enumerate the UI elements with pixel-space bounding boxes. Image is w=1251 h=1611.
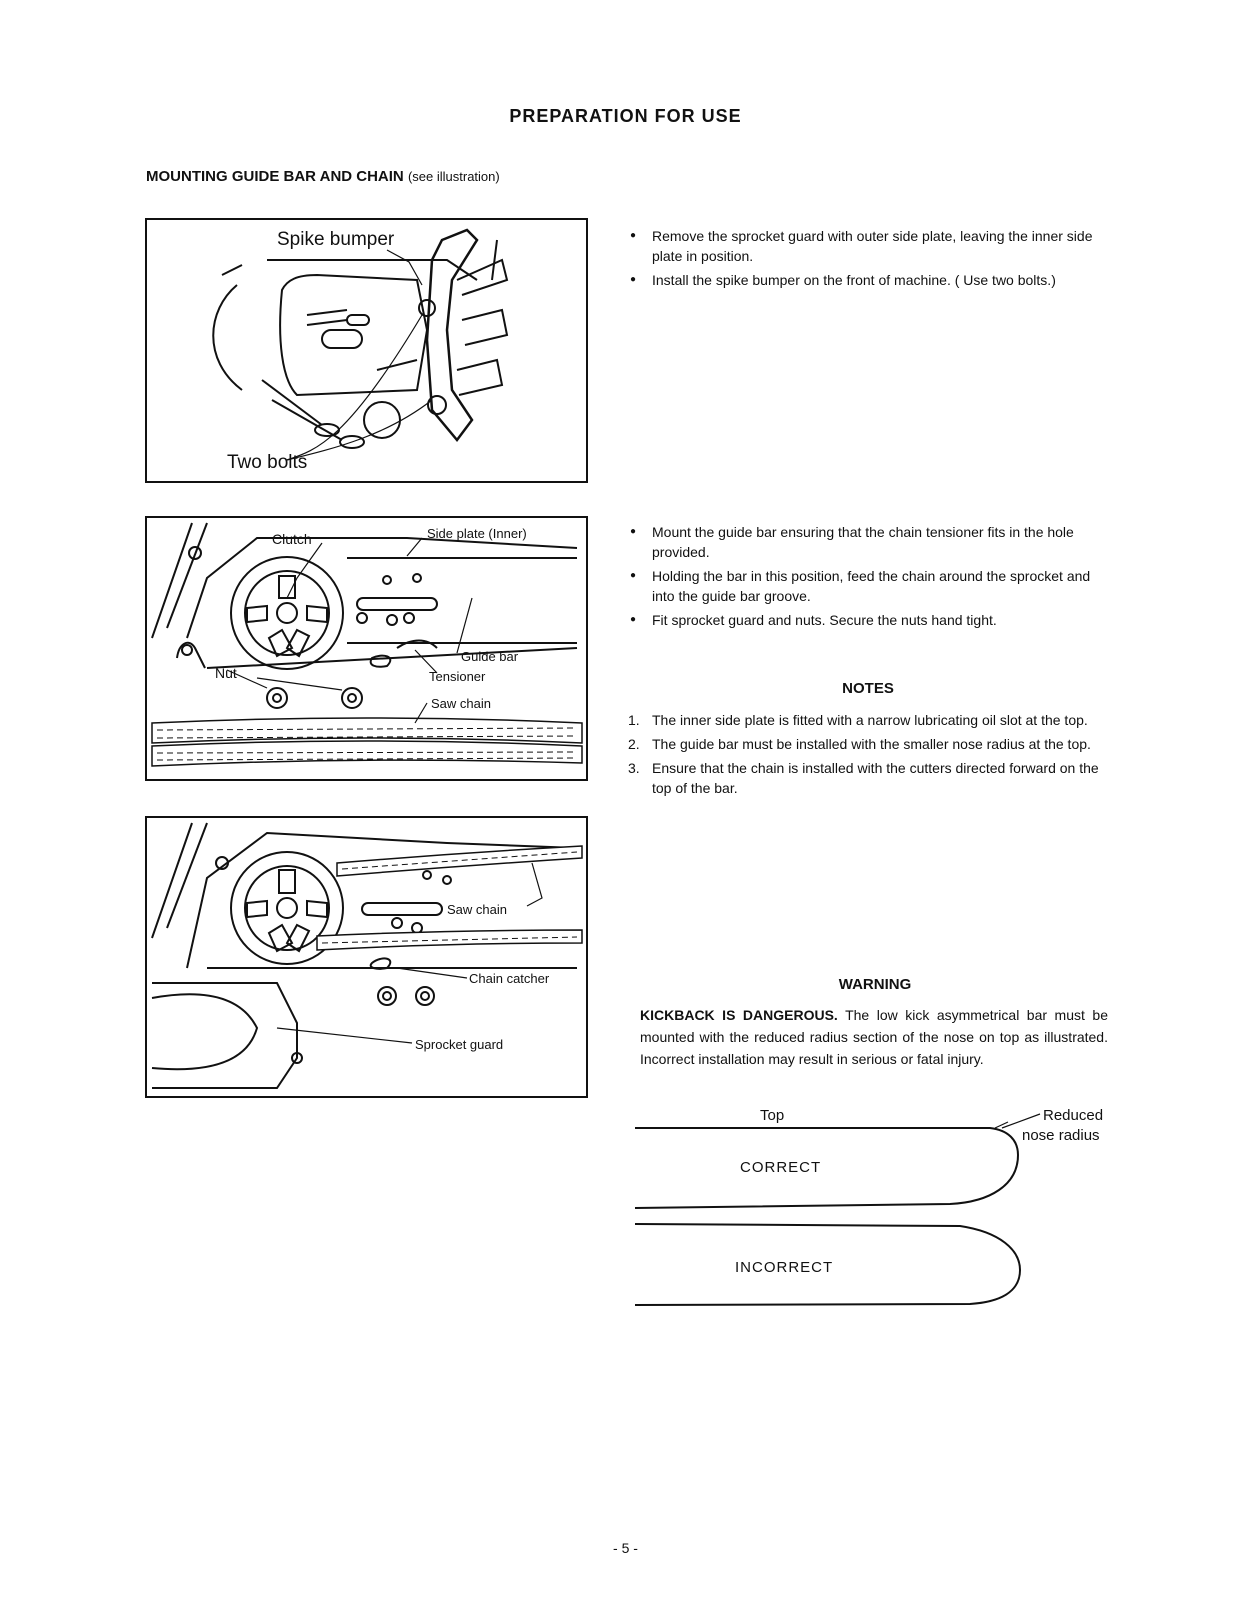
page-number: - 5 -: [613, 1540, 638, 1556]
warning-text: [640, 1004, 1108, 1070]
note-item: [628, 734, 1108, 754]
label-saw-chain: Saw chain: [431, 696, 491, 711]
label-saw-chain-3: Saw chain: [447, 902, 507, 917]
notes-block: [628, 710, 1108, 802]
steps-list-2: [628, 522, 1108, 630]
note-number: 1.: [628, 712, 640, 728]
bar-orientation-diagram: [630, 1100, 1130, 1320]
steps-group-2: [628, 522, 1108, 634]
bar-orientation-drawing: [630, 1100, 1130, 1320]
section-heading-text: MOUNTING GUIDE BAR AND CHAIN: [146, 168, 404, 185]
figure-spike-bumper: [145, 218, 588, 483]
label-correct: CORRECT: [740, 1159, 822, 1176]
section-heading: [146, 168, 500, 185]
section-heading-sub: (see illustration): [407, 169, 500, 184]
label-two-bolts: Two bolts: [227, 452, 308, 473]
label-tensioner: Tensioner: [429, 669, 486, 684]
figure-sprocket-guard: [145, 816, 588, 1098]
figure-guide-bar: [145, 516, 588, 781]
label-side-plate: Side plate (Inner): [427, 526, 527, 541]
figure-guide-bar-drawing: [147, 518, 586, 779]
label-incorrect: INCORRECT: [735, 1259, 834, 1276]
label-guide-bar: Guide bar: [461, 649, 519, 664]
label-nut: Nut: [215, 665, 237, 681]
label-nose-radius: nose radius: [1022, 1127, 1100, 1144]
step-remove-guard: ● Remove the sprocket guard with outer side plate, leaving the inner side plate in position.: [628, 226, 1103, 266]
warning-heading: WARNING: [838, 976, 912, 993]
label-chain-catcher: Chain catcher: [469, 971, 550, 986]
label-reduced: Reduced: [1043, 1107, 1104, 1124]
figure-spike-bumper-drawing: [147, 220, 586, 481]
step-feed-chain: ● Holding the bar in this position, feed the chain around the sprocket and into the guide bar groove.: [628, 566, 1108, 606]
note-text: The guide bar must be installed with the smaller nose radius at the top.: [652, 736, 1091, 752]
steps-list-1: [628, 226, 1103, 290]
note-item: [628, 710, 1108, 730]
notes-heading: NOTES: [842, 680, 894, 697]
step-mount-bar: ● Mount the guide bar ensuring that the chain tensioner fits in the hole provided.: [628, 522, 1108, 562]
page-title: PREPARATION FOR USE: [509, 106, 742, 126]
figure-sprocket-guard-drawing: [147, 818, 586, 1096]
step-fit-guard: ● Fit sprocket guard and nuts. Secure the nuts hand tight.: [628, 610, 1108, 630]
notes-list: [628, 710, 1108, 798]
note-item: [628, 758, 1108, 798]
note-text: The inner side plate is fitted with a narrow lubricating oil slot at the top.: [652, 712, 1088, 728]
warning-body: The low kick asymmetrical bar must be mounted with the reduced radius section of the nose on top as illustrated. Incorrect installation may result in serious or fatal injury.: [640, 1007, 1108, 1067]
step-install-bumper: ● Install the spike bumper on the front of machine. ( Use two bolts.): [628, 270, 1103, 290]
label-top: Top: [760, 1107, 785, 1124]
label-sprocket-guard: Sprocket guard: [415, 1037, 504, 1052]
label-clutch: Clutch: [272, 531, 312, 547]
warning-lead: KICKBACK IS DANGEROUS.: [640, 1007, 838, 1023]
note-number: 2.: [628, 736, 640, 752]
label-spike-bumper: Spike bumper: [277, 229, 395, 250]
note-number: 3.: [628, 760, 640, 776]
note-text: Ensure that the chain is installed with the cutters directed forward on the top of the bar.: [652, 760, 1099, 796]
steps-group-1: [628, 226, 1103, 294]
